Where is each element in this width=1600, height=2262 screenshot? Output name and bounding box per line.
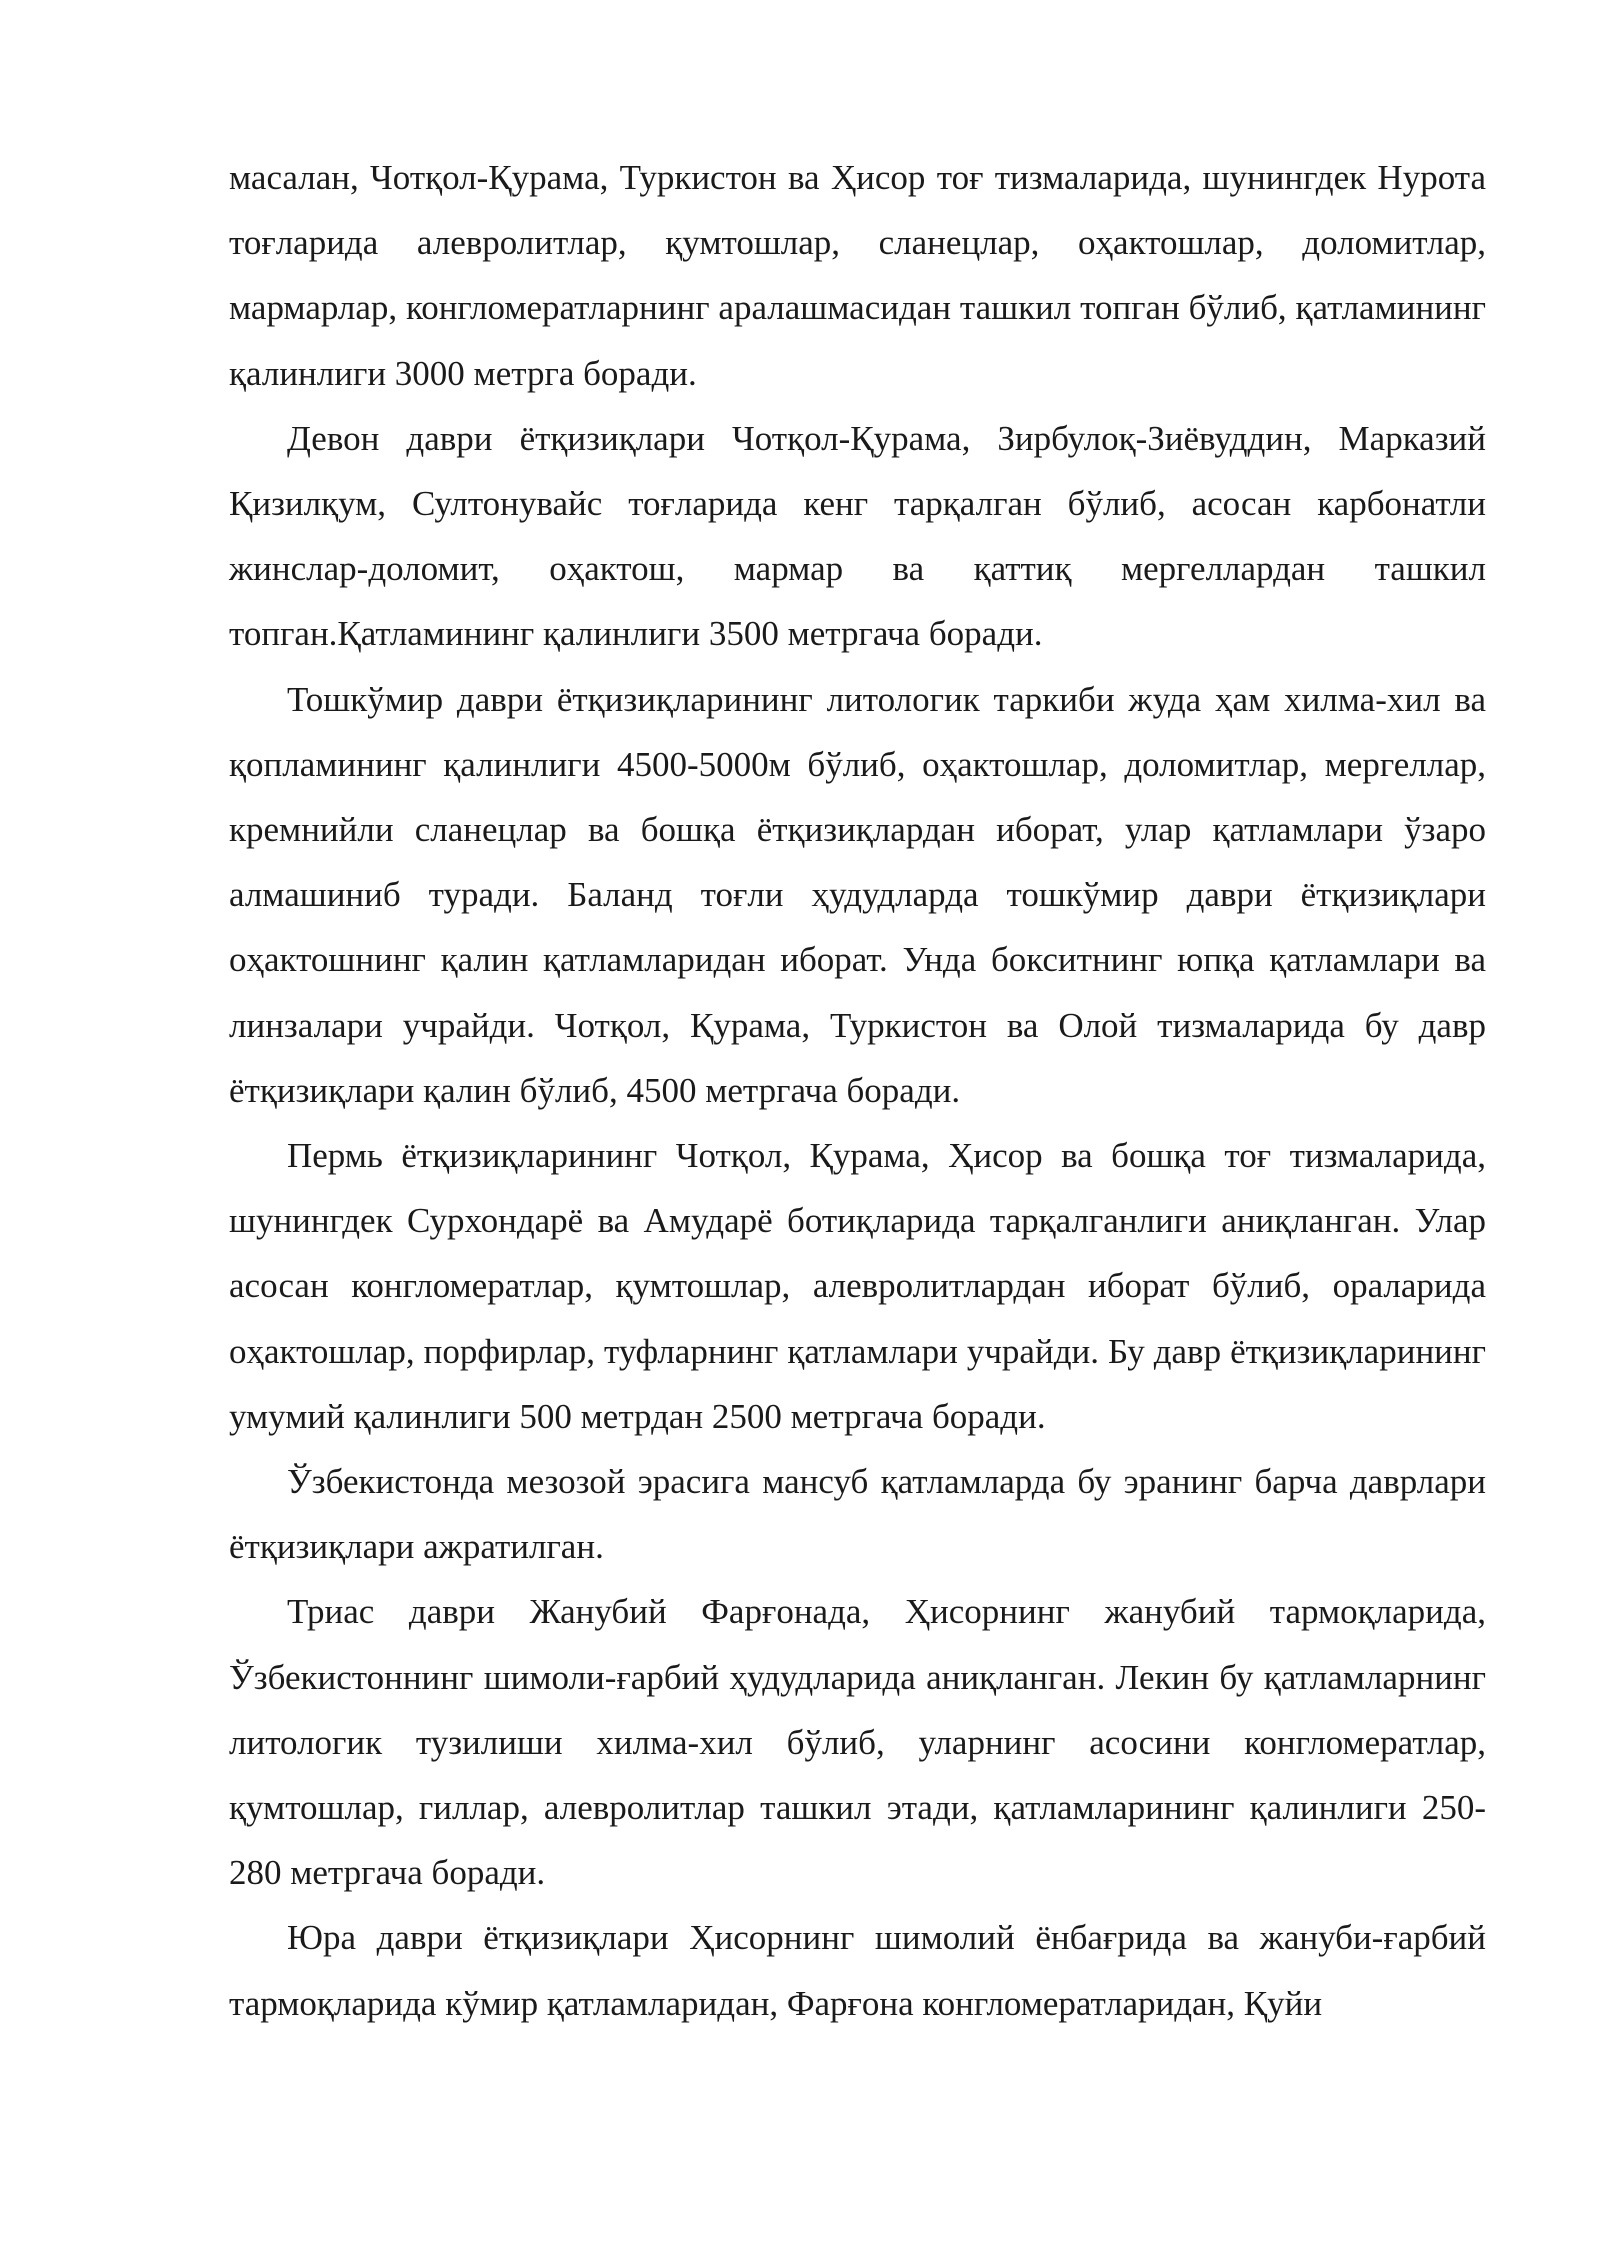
paragraph-devon: Девон даври ётқизиқлари Чотқол-Қурама, Зирбулоқ-Зиёвуддин, Марказий Қизилқум, Султонувайс тоғларида кенг тарқалган бўлиб, асосан карбонатли жинслар-доломит, оҳактош, мармар ва қаттиқ мергеллардан ташкил топган.Қатламининг қалинлиги 3500 метргача боради. [229, 418, 1486, 654]
paragraph-mesozoic: Ўзбекистонда мезозой эрасига мансуб қатламларда бу эранинг барча даврлари ётқизиқлари ажратилган. [229, 1462, 1486, 1567]
paragraph-continuation: масалан, Чотқол-Қурама, Туркистон ва Ҳисор тоғ тизмаларида, шунингдек Нурота тоғларида алевролитлар, қумтошлар, сланецлар, оҳактошлар, доломитлар, мармарлар, конгломератларнинг аралашмасидан ташкил топган бўлиб, қатламининг қалинлиги 3000 метрга боради. [229, 158, 1486, 393]
paragraph-jurassic: Юра даври ётқизиқлари Ҳисорнинг шимолий ёнбағрида ва жануби-ғарбий тармоқларида кўмир қатламларидан, Фарғона конгломератларидан, Қуйи [229, 1918, 1486, 2023]
paragraph-permian: Пермь ётқизиқларининг Чотқол, Қурама, Ҳисор ва бошқа тоғ тизмаларида, шунингдек Сурхондарё ва Амударё ботиқларида тарқалганлиги аниқланган. Улар асосан конгломератлар, қумтошлар, алевролитлардан иборат бўлиб, ораларида оҳактошлар, порфирлар, туфларнинг қатламлари учрайди. Бу давр ётқизиқларининг умумий қалинлиги 500 метрдан 2500 метргача боради. [229, 1136, 1486, 1436]
paragraph-triassic: Триас даври Жанубий Фарғонада, Ҳисорнинг жанубий тармоқларида, Ўзбекистоннинг шимоли-ғарбий ҳудудларида аниқланган. Лекин бу қатламларнинг литологик тузилиши хилма-хил бўлиб, уларнинг асосини конгломератлар, қумтошлар, гиллар, алевролитлар ташкил этади, қатламларининг қалинлиги 250-280 метргача боради. [229, 1592, 1486, 1893]
paragraph-carboniferous: Тошкўмир даври ётқизиқларининг литологик таркиби жуда ҳам хилма-хил ва қопламининг қалинлиги 4500-5000м бўлиб, оҳактошлар, доломитлар, мергеллар, кремнийли сланецлар ва бошқа ётқизиқлардан иборат, улар қатламлари ўзаро алмашиниб туради. Баланд тоғли ҳудудларда тошкўмир даври ётқизиқлари оҳактошнинг қалин қатламларидан иборат. Унда бокситнинг юпқа қатламлари ва линзалари учрайди. Чотқол, Қурама, Туркистон ва Олой тизмаларида бу давр ётқизиқлари қалин бўлиб, 4500 метргача боради. [229, 679, 1486, 1110]
document-body [229, 145, 1486, 2036]
